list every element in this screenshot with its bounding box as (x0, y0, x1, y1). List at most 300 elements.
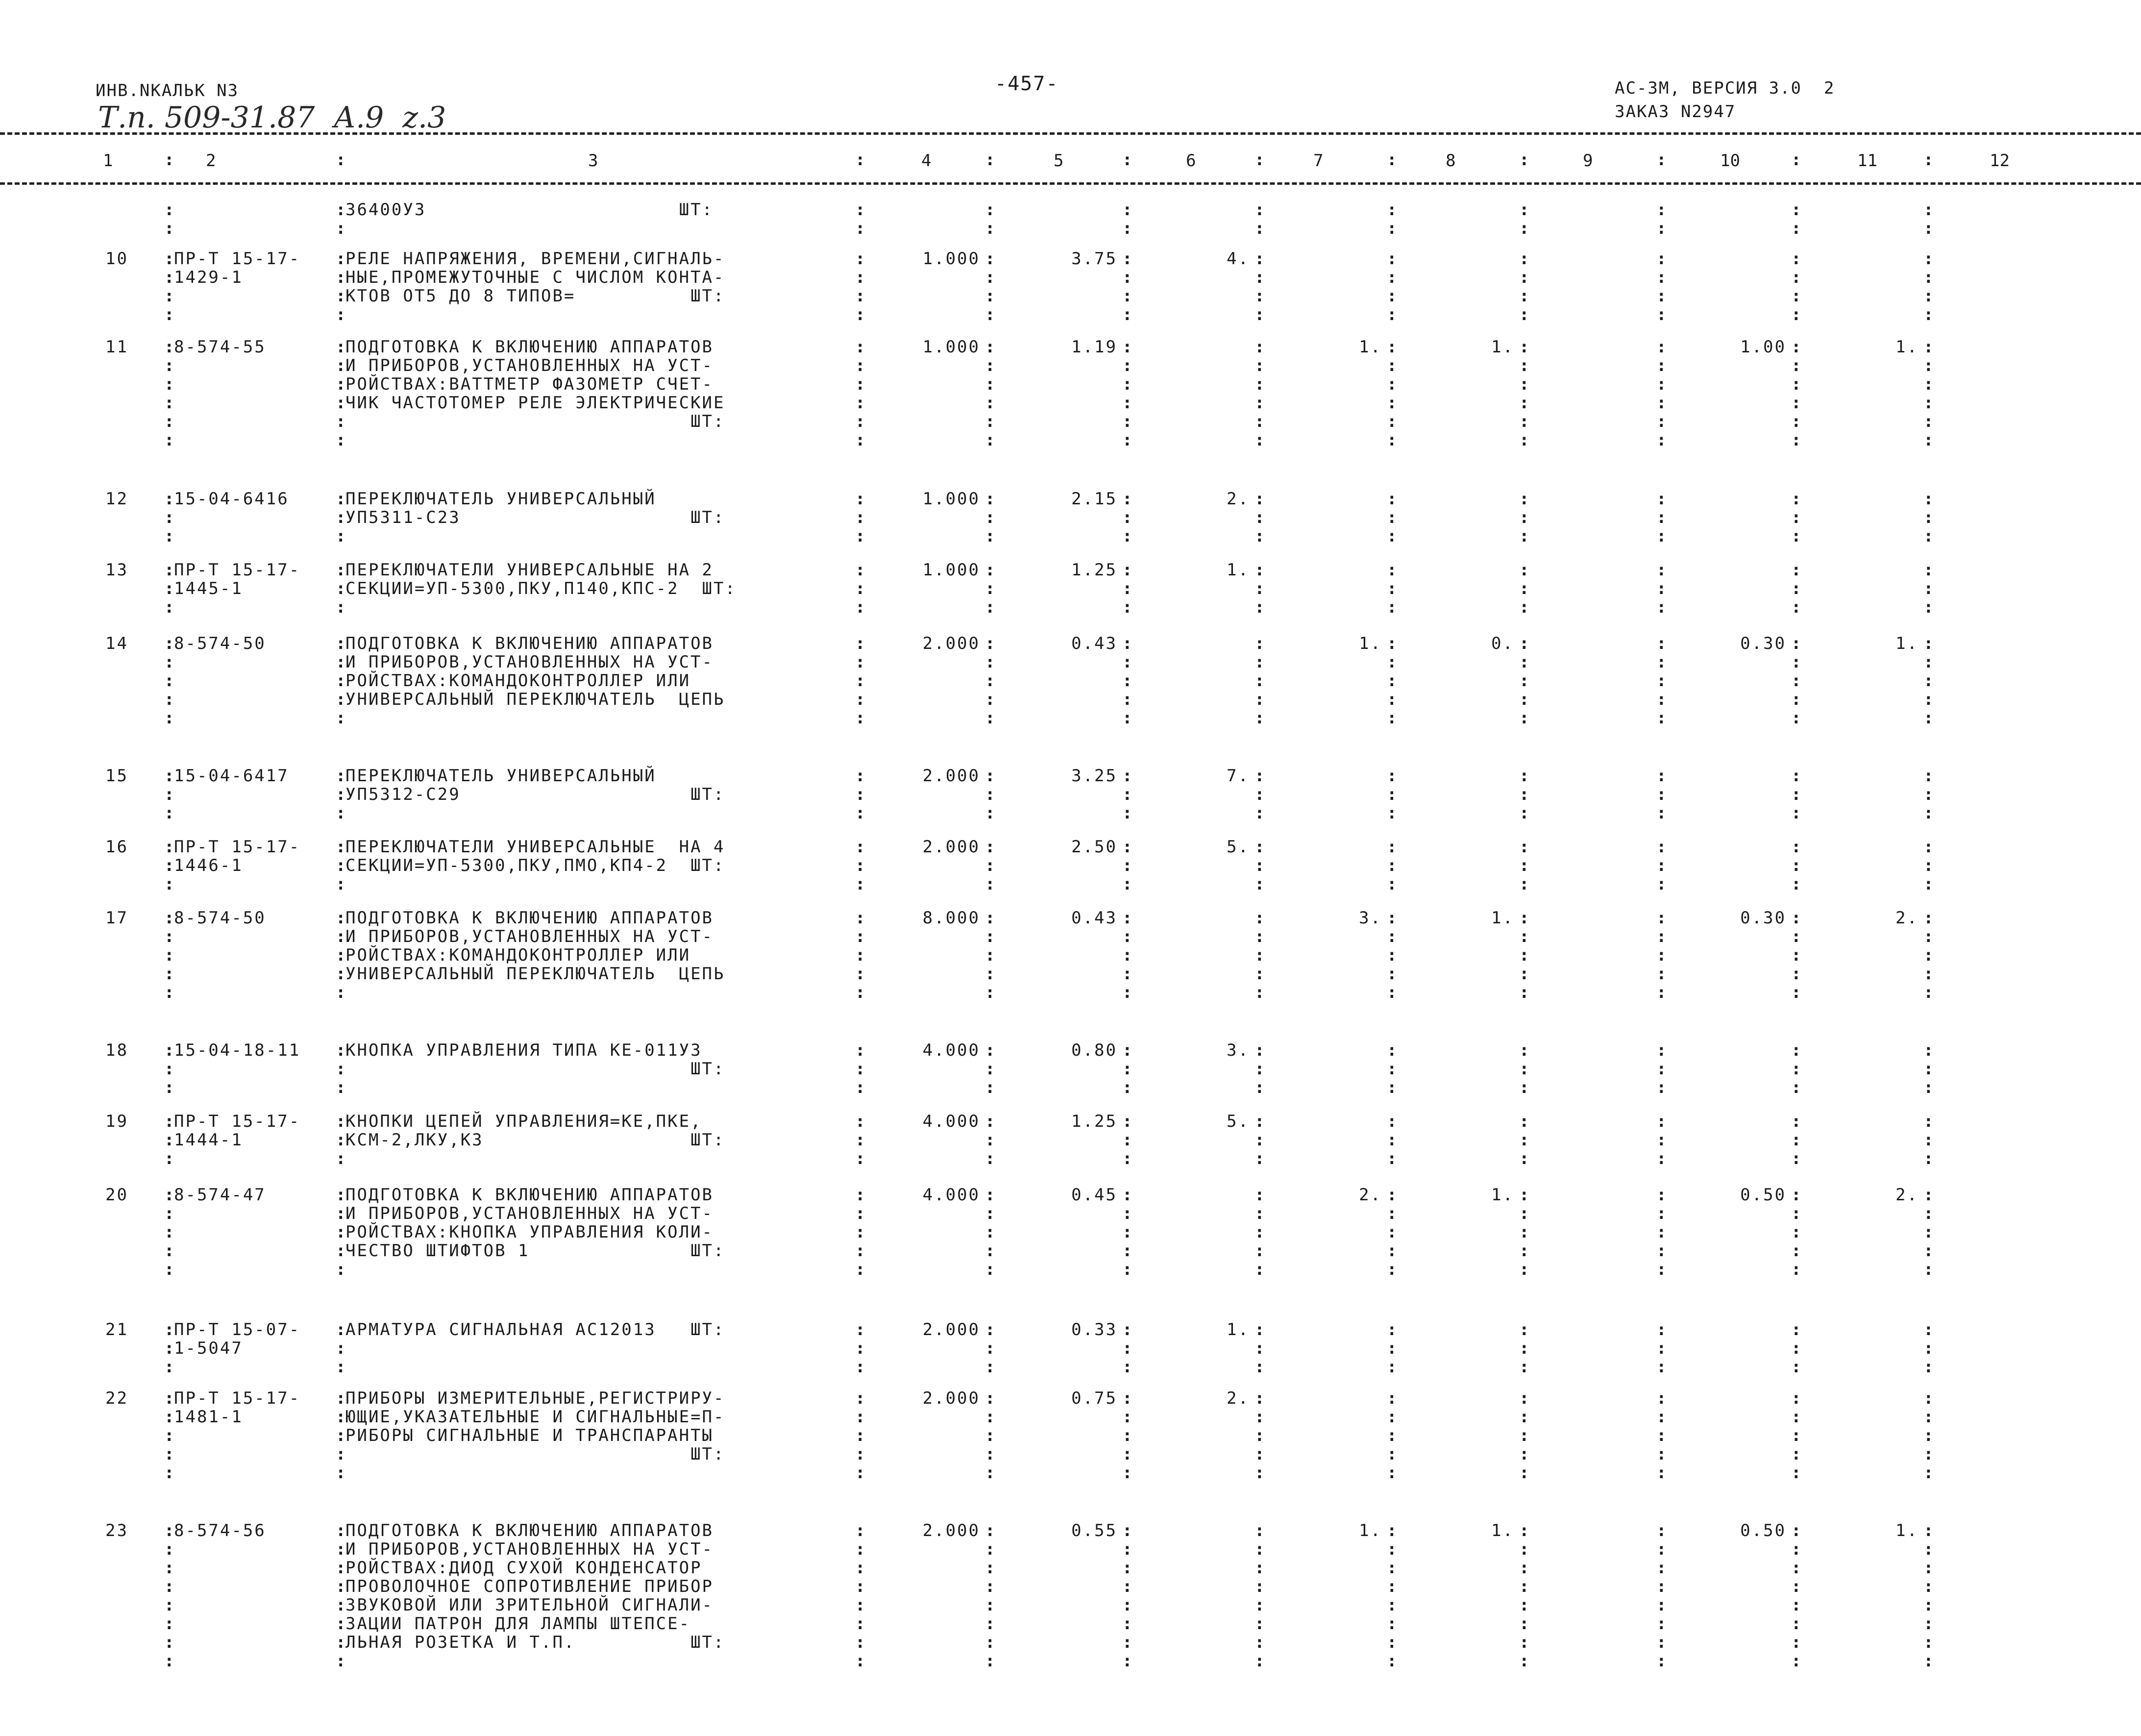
column-separator: : (1122, 1185, 1132, 1205)
column-separator: : (1791, 708, 1801, 728)
column-separator: : (1519, 150, 1529, 170)
value-c4: 1.000 (922, 337, 980, 357)
column-separator: : (164, 1339, 174, 1358)
column-separator: : (855, 690, 865, 709)
column-separator: : (1656, 1241, 1667, 1261)
column-separator: : (985, 1357, 995, 1377)
column-separator: : (1656, 908, 1667, 928)
column-separator: : (1255, 1407, 1265, 1427)
column-separator: : (164, 489, 174, 509)
column-separator: : (164, 1521, 174, 1540)
column-separator: : (1791, 337, 1801, 357)
column-separator: : (1656, 1521, 1667, 1540)
column-separator: : (1923, 964, 1934, 984)
column-separator: : (1923, 1614, 1934, 1634)
value-c6: 2. (1227, 489, 1250, 509)
column-separator: : (985, 1444, 995, 1464)
column-separator: : (1387, 286, 1397, 306)
resource-code: 1-5047 (174, 1339, 243, 1358)
resource-description: ПОДГОТОВКА К ВКЛЮЧЕНИЮ АППАРАТОВ (345, 1185, 714, 1205)
column-separator: : (855, 1260, 865, 1279)
column-separator: : (1791, 1041, 1801, 1060)
resource-code: 8-574-56 (174, 1521, 266, 1540)
column-separator: : (1923, 219, 1934, 238)
resource-description: КНОПКА УПРАВЛЕНИЯ ТИПА КЕ-011У3 (345, 1041, 702, 1060)
column-separator: : (1387, 1539, 1397, 1559)
column-separator: : (1923, 1260, 1934, 1279)
value-c5: 0.33 (1071, 1320, 1117, 1339)
column-separator: : (1255, 652, 1265, 672)
column-separator: : (1255, 489, 1265, 509)
column-separator: : (1923, 1222, 1934, 1242)
column-separator: : (336, 927, 346, 946)
column-separator: : (1791, 671, 1801, 691)
column-separator: : (1656, 430, 1667, 450)
column-separator: : (1122, 1041, 1132, 1060)
column-separator: : (1791, 1426, 1801, 1445)
resource-code: 1429-1 (174, 268, 243, 287)
column-separator: : (1656, 874, 1667, 894)
column-separator: : (985, 1463, 995, 1483)
column-separator: : (1387, 803, 1397, 823)
column-separator: : (985, 200, 995, 220)
column-separator: : (855, 1041, 865, 1060)
column-separator: : (1791, 1078, 1801, 1097)
column-separator: : (1923, 927, 1934, 946)
column-separator: : (1255, 1320, 1265, 1339)
column-separator: : (1656, 508, 1667, 527)
column-separator: : (1791, 286, 1801, 306)
column-separator: : (985, 983, 995, 1002)
column-separator: : (164, 964, 174, 984)
column-separator: : (1791, 964, 1801, 984)
row-number: 13 (105, 560, 128, 580)
column-separator: : (1122, 1078, 1132, 1097)
column-separator: : (1387, 1339, 1397, 1358)
column-separator: : (1791, 1407, 1801, 1427)
column-separator: : (1519, 983, 1529, 1002)
column-separator: : (1519, 1407, 1529, 1427)
resource-description: ПОДГОТОВКА К ВКЛЮЧЕНИЮ АППАРАТОВ (345, 634, 714, 653)
column-separator: : (336, 430, 346, 450)
resource-code: 1445-1 (174, 579, 243, 598)
value-c6: 2. (1227, 1389, 1250, 1408)
column-separator: : (164, 1222, 174, 1242)
column-separator: : (1122, 837, 1132, 857)
column-separator: : (1519, 908, 1529, 928)
resource-description: ШТ: (345, 412, 725, 431)
column-separator: : (164, 803, 174, 823)
column-separator: : (1519, 1078, 1529, 1097)
column-separator: : (1656, 945, 1667, 965)
resource-description: И ПРИБОРОВ,УСТАНОВЛЕННЫХ НА УСТ- (345, 1204, 714, 1223)
column-separator: : (1122, 219, 1132, 238)
column-separator: : (164, 1241, 174, 1261)
column-separator: : (1255, 1078, 1265, 1097)
column-number-7: 7 (1313, 151, 1324, 171)
column-separator: : (855, 356, 865, 375)
column-separator: : (985, 785, 995, 804)
calc-id-label: ИНВ.NКАЛЬК N3 (96, 81, 239, 100)
column-separator: : (1387, 1595, 1397, 1615)
column-separator: : (1122, 150, 1132, 170)
column-separator: : (1255, 200, 1265, 220)
resource-description: ПОДГОТОВКА К ВКЛЮЧЕНИЮ АППАРАТОВ (345, 1521, 714, 1540)
column-separator: : (1791, 1241, 1801, 1261)
column-separator: : (1656, 964, 1667, 984)
column-separator: : (1122, 803, 1132, 823)
column-separator: : (985, 634, 995, 653)
resource-description: ШТ: (345, 1444, 725, 1464)
column-separator: : (336, 1521, 346, 1540)
column-separator: : (985, 1539, 995, 1559)
column-separator: : (855, 374, 865, 394)
column-separator: : (1923, 874, 1934, 894)
column-separator: : (1122, 508, 1132, 527)
column-separator: : (1122, 1241, 1132, 1261)
column-separator: : (985, 690, 995, 709)
column-separator: : (336, 374, 346, 394)
column-separator: : (1255, 1260, 1265, 1279)
column-separator: : (1923, 337, 1934, 357)
column-separator: : (855, 1389, 865, 1408)
column-separator: : (1122, 579, 1132, 598)
column-separator: : (1387, 1389, 1397, 1408)
column-separator: : (1791, 249, 1801, 269)
column-separator: : (1387, 1149, 1397, 1168)
column-separator: : (1656, 393, 1667, 413)
column-separator: : (1791, 1614, 1801, 1634)
column-separator: : (985, 1633, 995, 1652)
column-separator: : (855, 200, 865, 220)
column-separator: : (1255, 927, 1265, 946)
column-separator: : (1122, 652, 1132, 672)
column-separator: : (1122, 286, 1132, 306)
column-separator: : (1791, 412, 1801, 431)
column-separator: : (336, 1149, 346, 1168)
resource-code: 15-04-18-11 (174, 1041, 301, 1060)
value-c11: 2. (1895, 908, 1919, 928)
column-separator: : (336, 1595, 346, 1615)
value-c7: 1. (1359, 337, 1382, 357)
column-separator: : (985, 837, 995, 857)
column-separator: : (336, 337, 346, 357)
column-separator: : (1387, 766, 1397, 786)
column-separator: : (1122, 708, 1132, 728)
column-separator: : (336, 560, 346, 580)
column-separator: : (855, 837, 865, 857)
column-separator: : (1122, 1633, 1132, 1652)
resource-code: ПР-Т 15-17- (174, 1389, 301, 1408)
column-separator: : (855, 1463, 865, 1483)
resource-description: ПРОВОЛОЧНОЕ СОПРОТИВЛЕНИЕ ПРИБОР (345, 1577, 714, 1596)
column-separator: : (1387, 1444, 1397, 1464)
column-separator: : (855, 1426, 865, 1445)
column-separator: : (336, 508, 346, 527)
column-separator: : (1923, 1407, 1934, 1427)
column-separator: : (985, 1614, 995, 1634)
column-separator: : (1255, 526, 1265, 546)
column-separator: : (985, 803, 995, 823)
column-separator: : (336, 964, 346, 984)
column-separator: : (164, 508, 174, 527)
resource-description: ЧИК ЧАСТОТОМЕР РЕЛЕ ЭЛЕКТРИЧЕСКИЕ (345, 393, 725, 413)
column-separator: : (336, 305, 346, 324)
value-c11: 2. (1895, 1185, 1919, 1205)
column-separator: : (164, 356, 174, 375)
resource-description: РОЙСТВАХ:ДИОД СУХОЙ КОНДЕНСАТОР (345, 1558, 702, 1578)
column-separator: : (1923, 1241, 1934, 1261)
column-separator: : (1387, 1041, 1397, 1060)
column-separator: : (1255, 964, 1265, 984)
column-separator: : (1923, 908, 1934, 928)
column-separator: : (1255, 150, 1265, 170)
column-separator: : (164, 430, 174, 450)
column-separator: : (985, 1222, 995, 1242)
column-separator: : (1519, 1130, 1529, 1150)
column-separator: : (1923, 671, 1934, 691)
column-separator: : (1122, 1339, 1132, 1358)
column-separator: : (164, 268, 174, 287)
column-separator: : (985, 1260, 995, 1279)
column-separator: : (1255, 1614, 1265, 1634)
column-separator: : (1519, 964, 1529, 984)
column-separator: : (164, 856, 174, 875)
resource-description: АРМАТУРА СИГНАЛЬНАЯ АС12013 ШТ: (345, 1320, 725, 1339)
column-separator: : (1519, 508, 1529, 527)
column-separator: : (985, 268, 995, 287)
column-separator: : (1122, 1130, 1132, 1150)
column-separator: : (1519, 1539, 1529, 1559)
column-separator: : (1923, 249, 1934, 269)
column-separator: : (1519, 1595, 1529, 1615)
column-separator: : (164, 337, 174, 357)
column-separator: : (164, 652, 174, 672)
column-separator: : (985, 766, 995, 786)
column-separator: : (1387, 1558, 1397, 1578)
column-separator: : (1519, 1558, 1529, 1578)
value-c5: 1.25 (1071, 1112, 1117, 1131)
column-separator: : (164, 579, 174, 598)
order-label: ЗАКАЗ N2947 (1615, 102, 1736, 122)
column-separator: : (1519, 1521, 1529, 1540)
resource-description: ШТ: (345, 1059, 725, 1079)
column-separator: : (1791, 1357, 1801, 1377)
value-c10: 0.50 (1740, 1521, 1786, 1540)
column-separator: : (1923, 150, 1934, 170)
column-separator: : (855, 1185, 865, 1205)
column-separator: : (1255, 219, 1265, 238)
column-separator: : (1923, 652, 1934, 672)
resource-description: И ПРИБОРОВ,УСТАНОВЛЕННЫХ НА УСТ- (345, 356, 714, 375)
column-separator: : (1519, 412, 1529, 431)
column-separator: : (1255, 1339, 1265, 1358)
column-separator: : (1791, 305, 1801, 324)
column-separator: : (1923, 1339, 1934, 1358)
column-separator: : (1923, 393, 1934, 413)
column-separator: : (1387, 560, 1397, 580)
column-separator: : (985, 508, 995, 527)
column-separator: : (1519, 766, 1529, 786)
column-separator: : (1791, 150, 1801, 170)
resource-description: РОЙСТВАХ:КНОПКА УПРАВЛЕНИЯ КОЛИ- (345, 1222, 714, 1242)
column-separator: : (1122, 1260, 1132, 1279)
resource-description: ПРИБОРЫ ИЗМЕРИТЕЛЬНЫЕ,РЕГИСТРИРУ- (345, 1389, 725, 1408)
column-separator: : (1122, 560, 1132, 580)
column-separator: : (1656, 1614, 1667, 1634)
value-c5: 2.50 (1071, 837, 1117, 857)
column-separator: : (1656, 597, 1667, 617)
column-separator: : (1122, 249, 1132, 269)
column-separator: : (1923, 1577, 1934, 1596)
column-separator: : (1791, 908, 1801, 928)
column-separator: : (1519, 874, 1529, 894)
value-c4: 2.000 (922, 1521, 980, 1540)
column-separator: : (1255, 708, 1265, 728)
value-c4: 2.000 (922, 1320, 980, 1339)
resource-description: РОЙСТВАХ:КОМАНДОКОНТРОЛЛЕР ИЛИ (345, 945, 691, 965)
column-separator: : (1387, 1078, 1397, 1097)
resource-description: ЮЩИЕ,УКАЗАТЕЛЬНЫЕ И СИГНАЛЬНЫЕ=П- (345, 1407, 725, 1427)
column-separator: : (336, 1130, 346, 1150)
resource-code: 8-574-50 (174, 908, 266, 928)
column-separator: : (336, 1558, 346, 1578)
resource-code: 1481-1 (174, 1407, 243, 1427)
column-separator: : (1255, 1357, 1265, 1377)
column-separator: : (1519, 671, 1529, 691)
resource-code: 15-04-6416 (174, 489, 289, 509)
column-separator: : (1387, 1463, 1397, 1483)
column-separator: : (855, 305, 865, 324)
row-number: 22 (105, 1389, 128, 1408)
value-c4: 2.000 (922, 634, 980, 653)
column-separator: : (336, 1339, 346, 1358)
column-separator: : (1656, 150, 1667, 170)
resource-code: 15-04-6417 (174, 766, 289, 786)
column-separator: : (336, 1078, 346, 1097)
column-separator: : (855, 560, 865, 580)
value-c7: 1. (1359, 1521, 1382, 1540)
column-separator: : (855, 1204, 865, 1223)
column-separator: : (164, 1614, 174, 1634)
column-separator: : (1791, 1558, 1801, 1578)
column-separator: : (1519, 200, 1529, 220)
column-separator: : (855, 1222, 865, 1242)
column-separator: : (985, 305, 995, 324)
column-separator: : (855, 579, 865, 598)
column-separator: : (1923, 1463, 1934, 1483)
column-separator: : (1519, 1241, 1529, 1261)
column-separator: : (1791, 945, 1801, 965)
column-separator: : (1387, 489, 1397, 509)
value-c10: 0.30 (1740, 634, 1786, 653)
column-separator: : (1923, 634, 1934, 653)
column-separator: : (855, 766, 865, 786)
resource-description: СЕКЦИИ=УП-5300,ПКУ,ПМО,КП4-2 ШТ: (345, 856, 725, 875)
column-separator: : (1519, 1357, 1529, 1377)
column-separator: : (1656, 249, 1667, 269)
row-number: 21 (105, 1320, 128, 1339)
column-separator: : (1923, 1130, 1934, 1150)
column-separator: : (1923, 305, 1934, 324)
column-separator: : (1519, 1222, 1529, 1242)
column-separator: : (1255, 1185, 1265, 1205)
column-separator: : (985, 1204, 995, 1223)
column-separator: : (855, 945, 865, 965)
column-separator: : (336, 803, 346, 823)
value-c5: 2.15 (1071, 489, 1117, 509)
column-separator: : (1656, 1059, 1667, 1079)
column-separator: : (1791, 856, 1801, 875)
column-separator: : (164, 526, 174, 546)
column-separator: : (1387, 508, 1397, 527)
column-separator: : (1255, 1426, 1265, 1445)
value-c7: 2. (1359, 1185, 1382, 1205)
column-separator: : (1656, 1260, 1667, 1279)
column-separator: : (985, 337, 995, 357)
column-separator: : (336, 1241, 346, 1261)
column-separator: : (1791, 766, 1801, 786)
column-separator: : (855, 489, 865, 509)
column-separator: : (1656, 1463, 1667, 1483)
column-separator: : (1791, 597, 1801, 617)
column-separator: : (1791, 1260, 1801, 1279)
column-separator: : (336, 1041, 346, 1060)
column-number-1: 1 (103, 151, 113, 171)
column-separator: : (1387, 908, 1397, 928)
column-separator: : (1923, 785, 1934, 804)
column-separator: : (1656, 374, 1667, 394)
column-separator: : (164, 286, 174, 306)
column-separator: : (1122, 1577, 1132, 1596)
column-separator: : (1255, 374, 1265, 394)
value-c6: 1. (1227, 560, 1250, 580)
resource-code: ПР-Т 15-07- (174, 1320, 301, 1339)
column-separator: : (336, 200, 346, 220)
column-separator: : (1656, 1320, 1667, 1339)
column-separator: : (164, 1149, 174, 1168)
column-separator: : (1519, 1463, 1529, 1483)
column-separator: : (1387, 200, 1397, 220)
column-separator: : (1923, 1041, 1934, 1060)
column-separator: : (1255, 1463, 1265, 1483)
column-separator: : (1387, 579, 1397, 598)
column-separator: : (985, 1185, 995, 1205)
column-separator: : (1122, 927, 1132, 946)
column-separator: : (1387, 1241, 1397, 1261)
column-separator: : (336, 1320, 346, 1339)
column-separator: : (1656, 1558, 1667, 1578)
value-c8: 1. (1491, 1521, 1514, 1540)
value-c5: 3.75 (1071, 249, 1117, 269)
column-separator: : (1519, 927, 1529, 946)
column-separator: : (1791, 1320, 1801, 1339)
value-c10: 0.50 (1740, 1185, 1786, 1205)
resource-description: ЛЬНАЯ РОЗЕТКА И Т.П. ШТ: (345, 1633, 725, 1652)
value-c4: 2.000 (922, 1389, 980, 1408)
value-c7: 1. (1359, 634, 1382, 653)
value-c4: 1.000 (922, 560, 980, 580)
value-c6: 4. (1227, 249, 1250, 269)
column-separator: : (1656, 1426, 1667, 1445)
column-separator: : (1387, 1357, 1397, 1377)
column-separator: : (1255, 579, 1265, 598)
column-separator: : (1656, 337, 1667, 357)
column-separator: : (1791, 803, 1801, 823)
column-separator: : (1519, 526, 1529, 546)
column-separator: : (336, 1204, 346, 1223)
resource-code: 1446-1 (174, 856, 243, 875)
